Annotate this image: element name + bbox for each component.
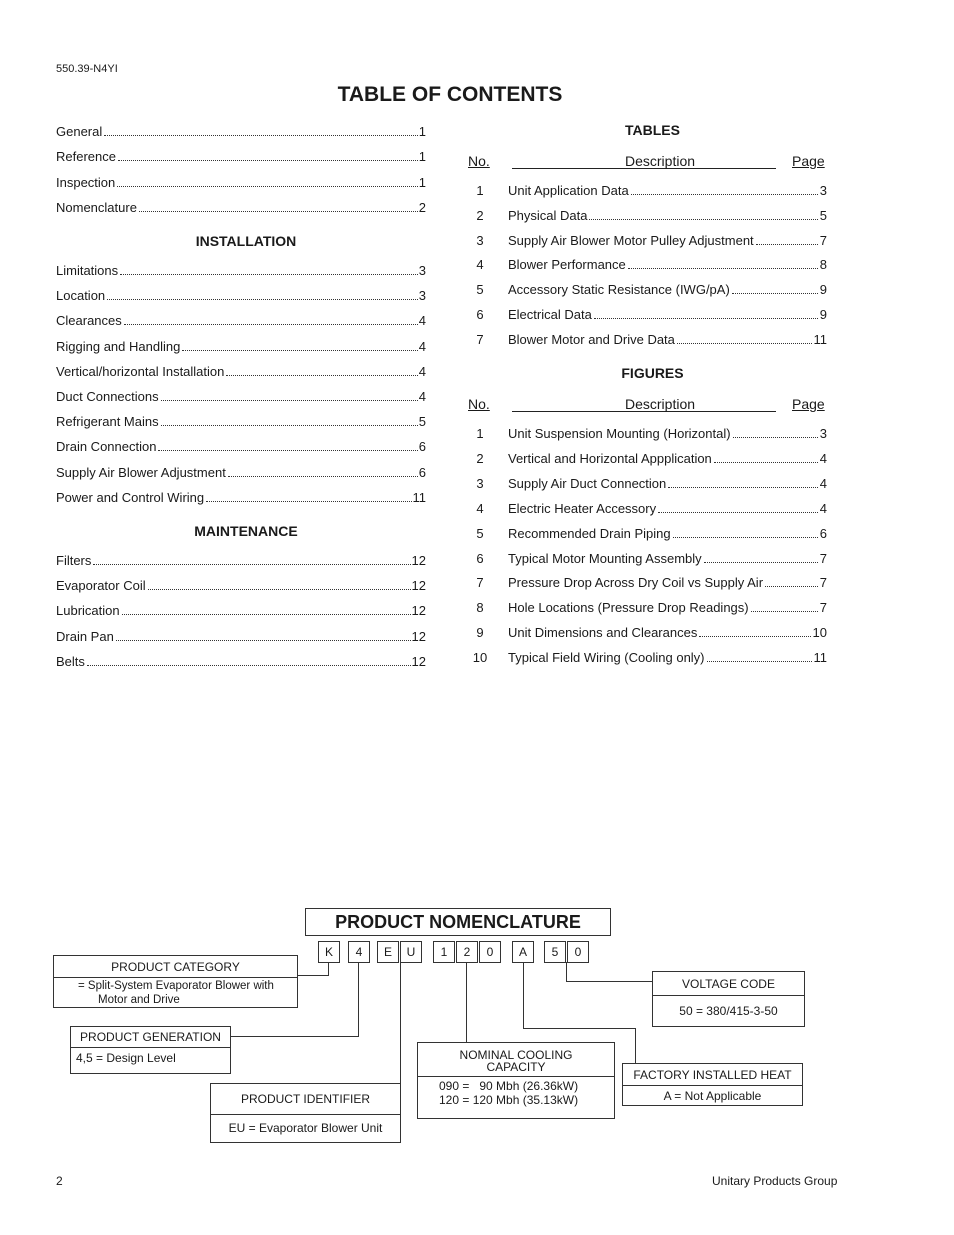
toc-entry-page: 12 bbox=[411, 628, 426, 644]
toc-entry-page: 4 bbox=[418, 313, 426, 329]
factory-heat-label: FACTORY INSTALLED HEAT bbox=[623, 1064, 802, 1086]
figures-col-description: Description bbox=[624, 396, 696, 412]
dot-leader bbox=[148, 588, 411, 590]
code-box: E bbox=[377, 941, 399, 963]
item-number: 7 bbox=[476, 575, 484, 591]
toc-entry-page: 4 bbox=[418, 363, 426, 379]
list-item bbox=[464, 625, 827, 640]
dot-leader bbox=[116, 639, 411, 641]
toc-entry-label: Drain Pan bbox=[56, 628, 114, 644]
list-item bbox=[464, 257, 827, 272]
code-box: 4 bbox=[348, 941, 370, 963]
toc-entry bbox=[56, 490, 426, 505]
nominal-cooling-value-090: 090 = 90 Mbh (26.36kW) bbox=[439, 1079, 579, 1093]
toc-entry bbox=[56, 313, 426, 328]
list-item bbox=[464, 600, 827, 615]
item-number: 5 bbox=[476, 525, 484, 541]
code-box: 1 bbox=[433, 941, 455, 963]
nominal-cooling-header bbox=[418, 1043, 614, 1077]
dot-leader bbox=[594, 317, 818, 319]
dot-leader bbox=[751, 610, 818, 612]
item-number: 6 bbox=[476, 307, 484, 322]
item-number: 1 bbox=[476, 426, 484, 441]
dot-leader bbox=[765, 585, 818, 587]
item-number: 1 bbox=[476, 183, 484, 198]
code-box: 0 bbox=[479, 941, 501, 963]
dot-leader bbox=[117, 185, 418, 187]
toc-entry-page: 6 bbox=[418, 464, 426, 480]
toc-entry-page: 2 bbox=[418, 199, 426, 215]
item-number: 2 bbox=[476, 207, 484, 223]
product-generation-label: PRODUCT GENERATION bbox=[71, 1027, 230, 1048]
list-item bbox=[464, 650, 827, 665]
dot-leader bbox=[182, 349, 417, 351]
item-page: 5 bbox=[819, 207, 827, 223]
toc-entry bbox=[56, 339, 426, 354]
toc-entry-page: 6 bbox=[418, 439, 426, 455]
item-number: 7 bbox=[476, 331, 484, 347]
toc-entry bbox=[56, 629, 426, 644]
dot-leader bbox=[733, 436, 818, 438]
toc-entry-page: 12 bbox=[411, 603, 426, 619]
item-label: Unit Application Data bbox=[508, 183, 629, 198]
toc-entry-label: Rigging and Handling bbox=[56, 338, 181, 354]
toc-entry bbox=[56, 288, 426, 303]
toc-entry-label: Evaporator Coil bbox=[56, 578, 146, 594]
nominal-cooling-value-120: 120 = 120 Mbh (35.13kW) bbox=[439, 1093, 579, 1107]
dot-leader bbox=[161, 399, 418, 401]
item-page: 9 bbox=[819, 282, 827, 298]
product-generation-box bbox=[70, 1026, 231, 1074]
toc-entry-label: General bbox=[56, 124, 103, 139]
toc-entry-label: Vertical/horizontal Installation bbox=[56, 363, 225, 379]
item-number: 3 bbox=[476, 232, 484, 248]
voltage-code-value: 50 = 380/415-3-50 bbox=[679, 1004, 778, 1018]
item-page: 3 bbox=[819, 426, 827, 441]
product-category-label: PRODUCT CATEGORY bbox=[54, 956, 297, 978]
list-item bbox=[464, 233, 827, 248]
toc-entry-label: Power and Control Wiring bbox=[56, 489, 205, 505]
list-item bbox=[464, 526, 827, 541]
toc-entry bbox=[56, 364, 426, 379]
toc-entry-page: 3 bbox=[418, 288, 426, 304]
product-generation-value: 4,5 = Design Level bbox=[76, 1051, 176, 1065]
dot-leader bbox=[668, 486, 818, 488]
item-page: 7 bbox=[819, 575, 827, 591]
nominal-cooling-label: NOMINAL COOLING bbox=[459, 1048, 573, 1062]
item-label: Unit Suspension Mounting (Horizontal) bbox=[508, 426, 731, 441]
toc-entry-label: Belts bbox=[56, 653, 85, 669]
list-item bbox=[464, 332, 827, 347]
toc-entry bbox=[56, 439, 426, 454]
toc-entry-page: 12 bbox=[411, 653, 426, 669]
item-number: 6 bbox=[476, 550, 484, 566]
product-category-value: = Split-System Evaporator Blower with bbox=[78, 980, 274, 992]
item-page: 6 bbox=[819, 525, 827, 541]
figures-col-page: Page bbox=[792, 396, 825, 412]
toc-entry-page: 1 bbox=[418, 149, 426, 165]
item-page: 8 bbox=[819, 257, 827, 273]
list-item bbox=[464, 307, 827, 322]
dot-leader bbox=[122, 613, 411, 615]
toc-entry bbox=[56, 124, 426, 139]
footer-company: Unitary Products Group bbox=[712, 1174, 838, 1188]
dot-leader bbox=[677, 342, 812, 344]
voltage-code-label: VOLTAGE CODE bbox=[653, 972, 804, 996]
toc-entry-label: Refrigerant Mains bbox=[56, 414, 159, 430]
item-page: 4 bbox=[819, 475, 827, 491]
dot-leader bbox=[93, 563, 410, 565]
toc-entry-page: 5 bbox=[418, 414, 426, 430]
item-page: 9 bbox=[819, 307, 827, 322]
item-page: 7 bbox=[819, 232, 827, 248]
item-label: Accessory Static Resistance (IWG/pA) bbox=[508, 282, 730, 298]
connector-line bbox=[566, 962, 567, 982]
item-label: Electrical Data bbox=[508, 307, 592, 322]
connector-line bbox=[297, 975, 329, 976]
item-number: 2 bbox=[476, 450, 484, 466]
item-label: Typical Motor Mounting Assembly bbox=[508, 550, 702, 566]
toc-entry bbox=[56, 149, 426, 164]
item-page: 7 bbox=[819, 550, 827, 566]
code-box: A bbox=[512, 941, 534, 963]
item-page: 10 bbox=[812, 625, 827, 641]
dot-leader bbox=[707, 660, 812, 662]
toc-entry-label: Duct Connections bbox=[56, 389, 159, 404]
product-identifier-label: PRODUCT IDENTIFIER bbox=[211, 1084, 400, 1115]
item-label: Supply Air Duct Connection bbox=[508, 475, 667, 491]
item-page: 4 bbox=[819, 450, 827, 466]
product-category-value-2: Motor and Drive bbox=[98, 994, 180, 1006]
item-page: 3 bbox=[819, 183, 827, 198]
connector-line bbox=[523, 962, 524, 1029]
toc-entry-label: Lubrication bbox=[56, 603, 120, 619]
connector-line bbox=[466, 962, 467, 1043]
toc-entry bbox=[56, 200, 426, 215]
toc-entry-page: 3 bbox=[418, 263, 426, 278]
toc-entry bbox=[56, 553, 426, 568]
product-identifier-box bbox=[210, 1083, 401, 1143]
toc-entry bbox=[56, 263, 426, 278]
list-item bbox=[464, 208, 827, 223]
item-number: 10 bbox=[472, 650, 488, 666]
toc-entry bbox=[56, 414, 426, 429]
dot-leader bbox=[658, 511, 818, 513]
item-label: Supply Air Blower Motor Pulley Adjustment bbox=[508, 232, 754, 248]
item-number: 4 bbox=[476, 500, 484, 516]
item-label: Pressure Drop Across Dry Coil vs Supply Air bbox=[508, 575, 764, 591]
item-label: Hole Locations (Pressure Drop Readings) bbox=[508, 600, 749, 616]
dot-leader bbox=[206, 500, 411, 502]
figures-col-no: No. bbox=[468, 396, 490, 412]
code-box: 2 bbox=[456, 941, 478, 963]
connector-line bbox=[566, 981, 653, 982]
toc-entry-page: 12 bbox=[411, 578, 426, 594]
dot-leader bbox=[631, 193, 818, 195]
code-box: 5 bbox=[544, 941, 566, 963]
dot-leader bbox=[107, 298, 418, 300]
item-page: 7 bbox=[819, 600, 827, 616]
item-label: Blower Motor and Drive Data bbox=[508, 331, 675, 347]
item-label: Recommended Drain Piping bbox=[508, 525, 671, 541]
nominal-cooling-box bbox=[417, 1042, 615, 1119]
toc-entry-page: 4 bbox=[418, 338, 426, 354]
toc-entry-page: 4 bbox=[418, 389, 426, 404]
dot-leader bbox=[732, 292, 818, 294]
code-box: 0 bbox=[567, 941, 589, 963]
item-number: 4 bbox=[476, 257, 484, 273]
list-item bbox=[464, 282, 827, 297]
tables-heading: TABLES bbox=[625, 122, 680, 138]
toc-entry-label: Reference bbox=[56, 149, 116, 165]
connector-line bbox=[230, 1036, 359, 1037]
dot-leader bbox=[87, 664, 411, 666]
item-label: Typical Field Wiring (Cooling only) bbox=[508, 650, 705, 666]
installation-heading: INSTALLATION bbox=[195, 233, 297, 249]
dot-leader bbox=[120, 273, 418, 275]
item-number: 3 bbox=[476, 475, 484, 491]
toc-entry-label: Supply Air Blower Adjustment bbox=[56, 464, 226, 480]
maintenance-heading: MAINTENANCE bbox=[194, 523, 298, 539]
list-item bbox=[464, 551, 827, 566]
nominal-cooling-label-2: CAPACITY bbox=[486, 1060, 546, 1074]
toc-entry-page: 1 bbox=[418, 124, 426, 139]
item-label: Blower Performance bbox=[508, 257, 626, 273]
product-identifier-value: EU = Evaporator Blower Unit bbox=[228, 1121, 383, 1135]
toc-entry-label: Drain Connection bbox=[56, 439, 157, 455]
toc-entry bbox=[56, 175, 426, 190]
item-label: Electric Heater Accessory bbox=[508, 500, 657, 516]
item-label: Vertical and Horizontal Appplication bbox=[508, 450, 712, 466]
page-number: 2 bbox=[56, 1174, 63, 1188]
toc-entry bbox=[56, 578, 426, 593]
list-item bbox=[464, 451, 827, 466]
list-item bbox=[464, 501, 827, 516]
item-page: 11 bbox=[813, 650, 827, 666]
toc-entry-label: Location bbox=[56, 288, 106, 304]
code-box: K bbox=[318, 941, 340, 963]
item-label: Unit Dimensions and Clearances bbox=[508, 625, 698, 641]
dot-leader bbox=[158, 449, 417, 451]
toc-entry-page: 12 bbox=[411, 553, 426, 568]
connector-line bbox=[400, 962, 401, 1084]
nomenclature-title: PRODUCT NOMENCLATURE bbox=[305, 908, 611, 936]
toc-entry-page: 11 bbox=[412, 489, 426, 505]
dot-leader bbox=[673, 536, 818, 538]
code-box: U bbox=[400, 941, 422, 963]
toc-entry bbox=[56, 654, 426, 669]
toc-entry-label: Inspection bbox=[56, 174, 116, 190]
dot-leader bbox=[104, 134, 418, 136]
product-category-box bbox=[53, 955, 298, 1008]
page-title: TABLE OF CONTENTS bbox=[337, 83, 563, 106]
item-page: 11 bbox=[813, 331, 827, 347]
toc-entry-label: Limitations bbox=[56, 263, 119, 278]
dot-leader bbox=[704, 561, 818, 563]
tables-col-no: No. bbox=[468, 153, 490, 169]
dot-leader bbox=[228, 475, 418, 477]
factory-heat-value: A = Not Applicable bbox=[663, 1089, 762, 1103]
document-number: 550.39-N4YI bbox=[56, 63, 118, 75]
toc-entry-label: Nomenclature bbox=[56, 199, 137, 215]
dot-leader bbox=[756, 243, 818, 245]
dot-leader bbox=[226, 374, 417, 376]
list-item bbox=[464, 575, 827, 590]
list-item bbox=[464, 183, 827, 198]
dot-leader bbox=[589, 218, 817, 220]
tables-col-page: Page bbox=[792, 153, 825, 169]
toc-entry bbox=[56, 603, 426, 618]
item-number: 9 bbox=[476, 625, 484, 641]
dot-leader bbox=[139, 210, 418, 212]
connector-line bbox=[523, 1028, 636, 1029]
toc-entry-page: 1 bbox=[418, 174, 426, 190]
toc-entry-label: Filters bbox=[56, 553, 92, 568]
toc-entry-label: Clearances bbox=[56, 313, 122, 329]
dot-leader bbox=[714, 461, 818, 463]
list-item bbox=[464, 476, 827, 491]
toc-entry bbox=[56, 465, 426, 480]
figures-heading: FIGURES bbox=[621, 365, 684, 381]
dot-leader bbox=[124, 323, 418, 325]
connector-line bbox=[635, 1028, 636, 1064]
item-page: 4 bbox=[819, 500, 827, 516]
item-number: 8 bbox=[476, 600, 484, 616]
item-number: 5 bbox=[476, 282, 484, 298]
dot-leader bbox=[628, 267, 818, 269]
toc-entry bbox=[56, 389, 426, 404]
connector-line bbox=[358, 962, 359, 1037]
tables-col-description: Description bbox=[624, 153, 696, 169]
factory-heat-box bbox=[622, 1063, 803, 1106]
item-label: Physical Data bbox=[508, 207, 588, 223]
dot-leader bbox=[118, 159, 418, 161]
dot-leader bbox=[161, 424, 418, 426]
voltage-code-box bbox=[652, 971, 805, 1027]
list-item bbox=[464, 426, 827, 441]
connector-line bbox=[328, 962, 329, 976]
dot-leader bbox=[699, 635, 810, 637]
